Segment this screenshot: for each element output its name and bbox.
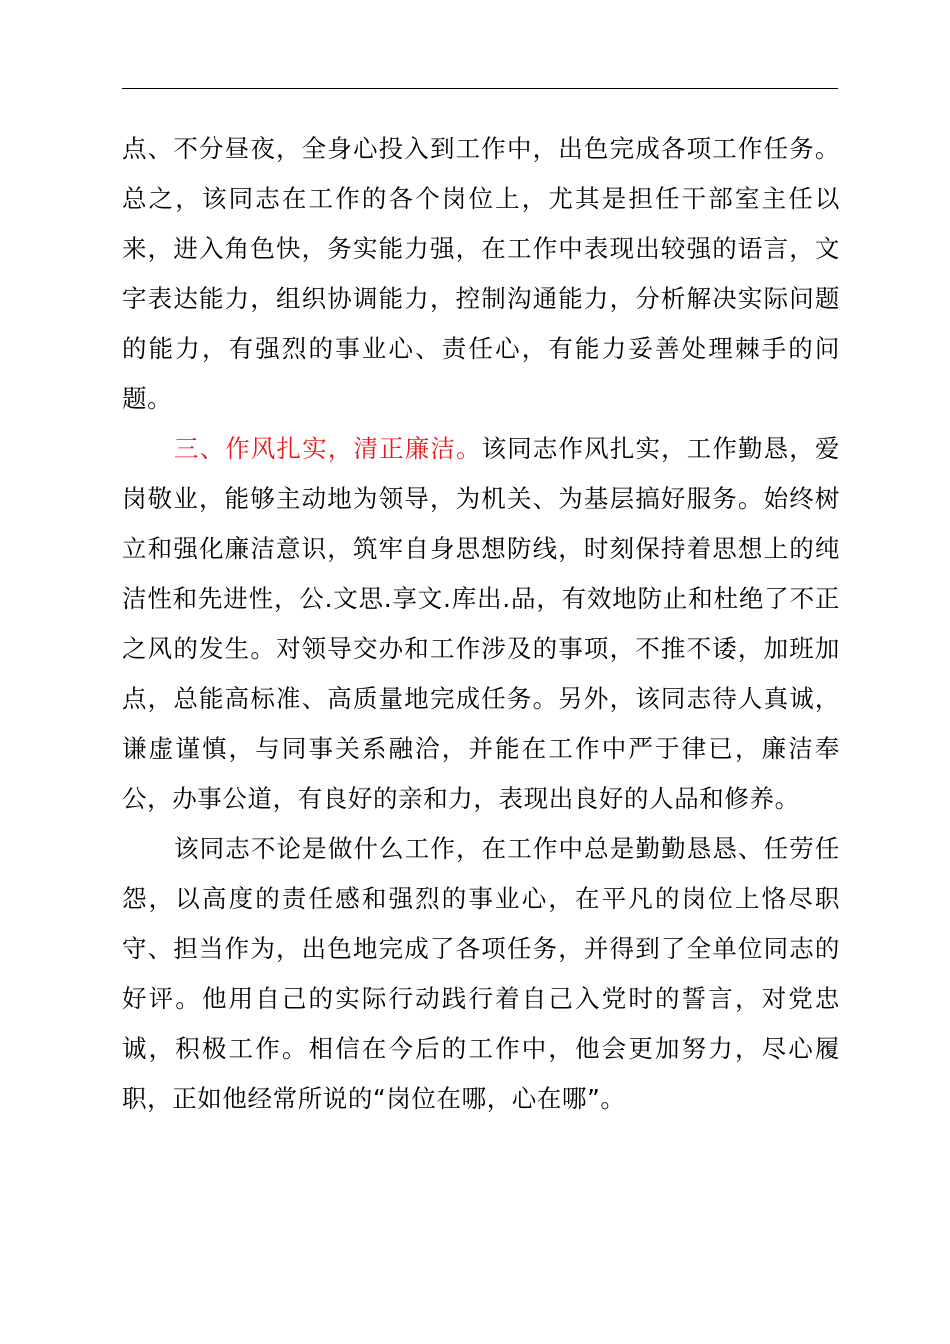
paragraph-3-text: 该同志不论是做什么工作，在工作中总是勤勤恳恳、任劳任怨，以高度的责任感和强烈的事业心，在平凡的岗位上恪尽职守、担当作为，出色地完成了各项任务，并得到了全单位同志的好评。他用自己的实际行动践行着自己入党时的誓言，对党忠诚，积极工作。相信在今后的工作中，他会更加努力，尽心履职，正如他经常所说的“岗位在哪，心在哪”。: [122, 834, 840, 1113]
document-body: [122, 124, 840, 1124]
paragraph-section-three: [122, 424, 840, 824]
paragraph-conclusion: [122, 824, 840, 1124]
section-heading: 三、作风扎实，清正廉洁。: [174, 434, 482, 463]
paragraph-continuation: [122, 124, 840, 424]
paragraph-1-text: 点、不分昼夜，全身心投入到工作中，出色完成各项工作任务。总之，该同志在工作的各个岗位上，尤其是担任干部室主任以来，进入角色快，务实能力强，在工作中表现出较强的语言，文字表达能力，组织协调能力，控制沟通能力，分析解决实际问题的能力，有强烈的事业心、责任心，有能力妥善处理棘手的问题。: [122, 134, 840, 413]
paragraph-2-text: 该同志作风扎实，工作勤恳，爱岗敬业，能够主动地为领导，为机关、为基层搞好服务。始终树立和强化廉洁意识，筑牢自身思想防线，时刻保持着思想上的纯洁性和先进性，公.文思.享文.库出.品，有效地防止和杜绝了不正之风的发生。对领导交办和工作涉及的事项，不推不诿，加班加点，总能高标准、高质量地完成任务。另外，该同志待人真诚，谦虚谨慎，与同事关系融洽，并能在工作中严于律已，廉洁奉公，办事公道，有良好的亲和力，表现出良好的人品和修养。: [122, 434, 841, 813]
header-rule: [122, 88, 838, 89]
